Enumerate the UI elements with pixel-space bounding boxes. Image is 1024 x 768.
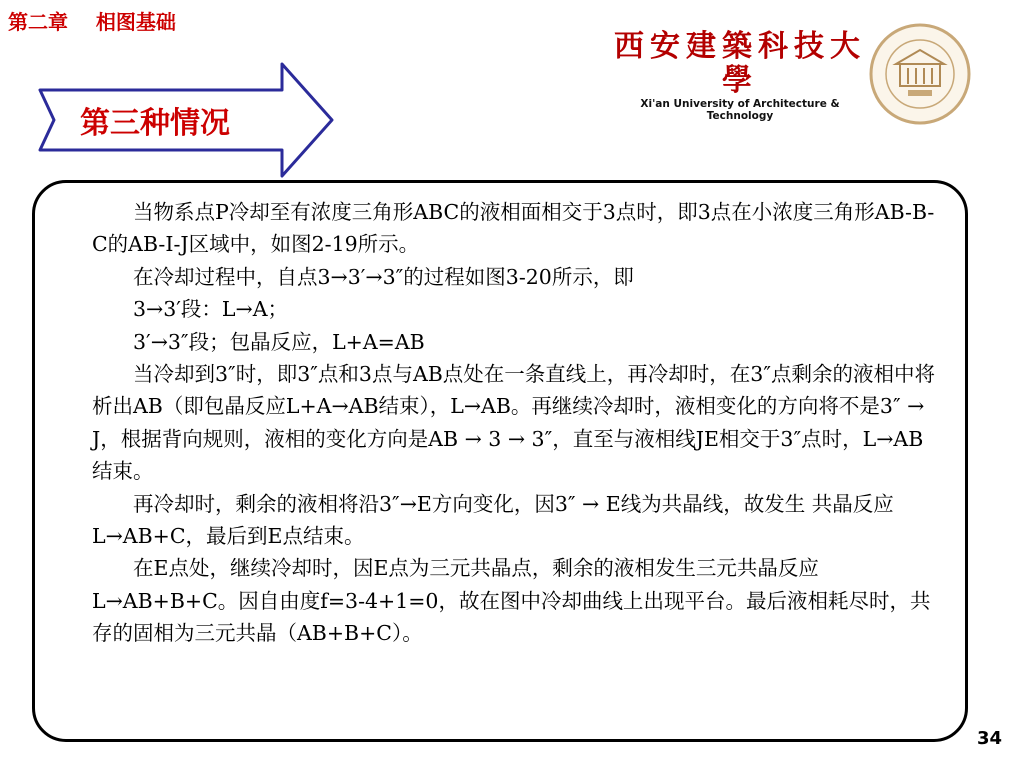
page-number: 34 bbox=[976, 728, 1002, 749]
university-name-cn: 西安建築科技大學 bbox=[614, 29, 866, 98]
paragraph: 当物系点P冷却至有浓度三角形ABC的液相面相交于3点时，即3点在小浓度三角形AB-B-C的AB-I-J区域中，如图2-19所示。 bbox=[92, 200, 935, 257]
university-logo bbox=[612, 30, 868, 122]
paragraph: 3→3′段：L→A； bbox=[133, 297, 289, 322]
paragraph: 3′→3″段；包晶反应，L+A=AB bbox=[133, 329, 425, 354]
university-name-en: Xi'an University of Architecture & Technology bbox=[640, 98, 840, 122]
paragraph: 再冷却时，剩余的液相将沿3″→E方向变化，因3″ → E线为共晶线，故发生 共晶反应L→AB+C，最后到E点结束。 bbox=[92, 491, 894, 549]
chapter-title: 第二章 相图基础 bbox=[8, 10, 176, 34]
section-title: 第三种情况 bbox=[80, 106, 230, 141]
content-text bbox=[92, 196, 940, 650]
university-seal-icon bbox=[868, 22, 972, 126]
paragraph: 在E点处，继续冷却时，因E点为三元共晶点，剩余的液相发生三元共晶反应L→AB+B+C。因自由度f=3-4+1=0，故在图中冷却曲线上出现平台。最后液相耗尽时，共存的固相为三元共晶（AB+B+C）。 bbox=[92, 556, 931, 646]
paragraph: 当冷却到3″时，即3″点和3点与AB点处在一条直线上，再冷却时，在3″点剩余的液相中将析出AB（即包晶反应L+A→AB结束），L→AB。再继续冷却时，液相变化的方向将不是3″ → J，根据背向规则，液相的变化方向是AB → 3 → 3″，直至与液相线JE相交于3″点时，L→AB结束。 bbox=[92, 362, 936, 484]
paragraph: 在冷却过程中，自点3→3′→3″的过程如图3-20所示，即 bbox=[133, 264, 634, 289]
